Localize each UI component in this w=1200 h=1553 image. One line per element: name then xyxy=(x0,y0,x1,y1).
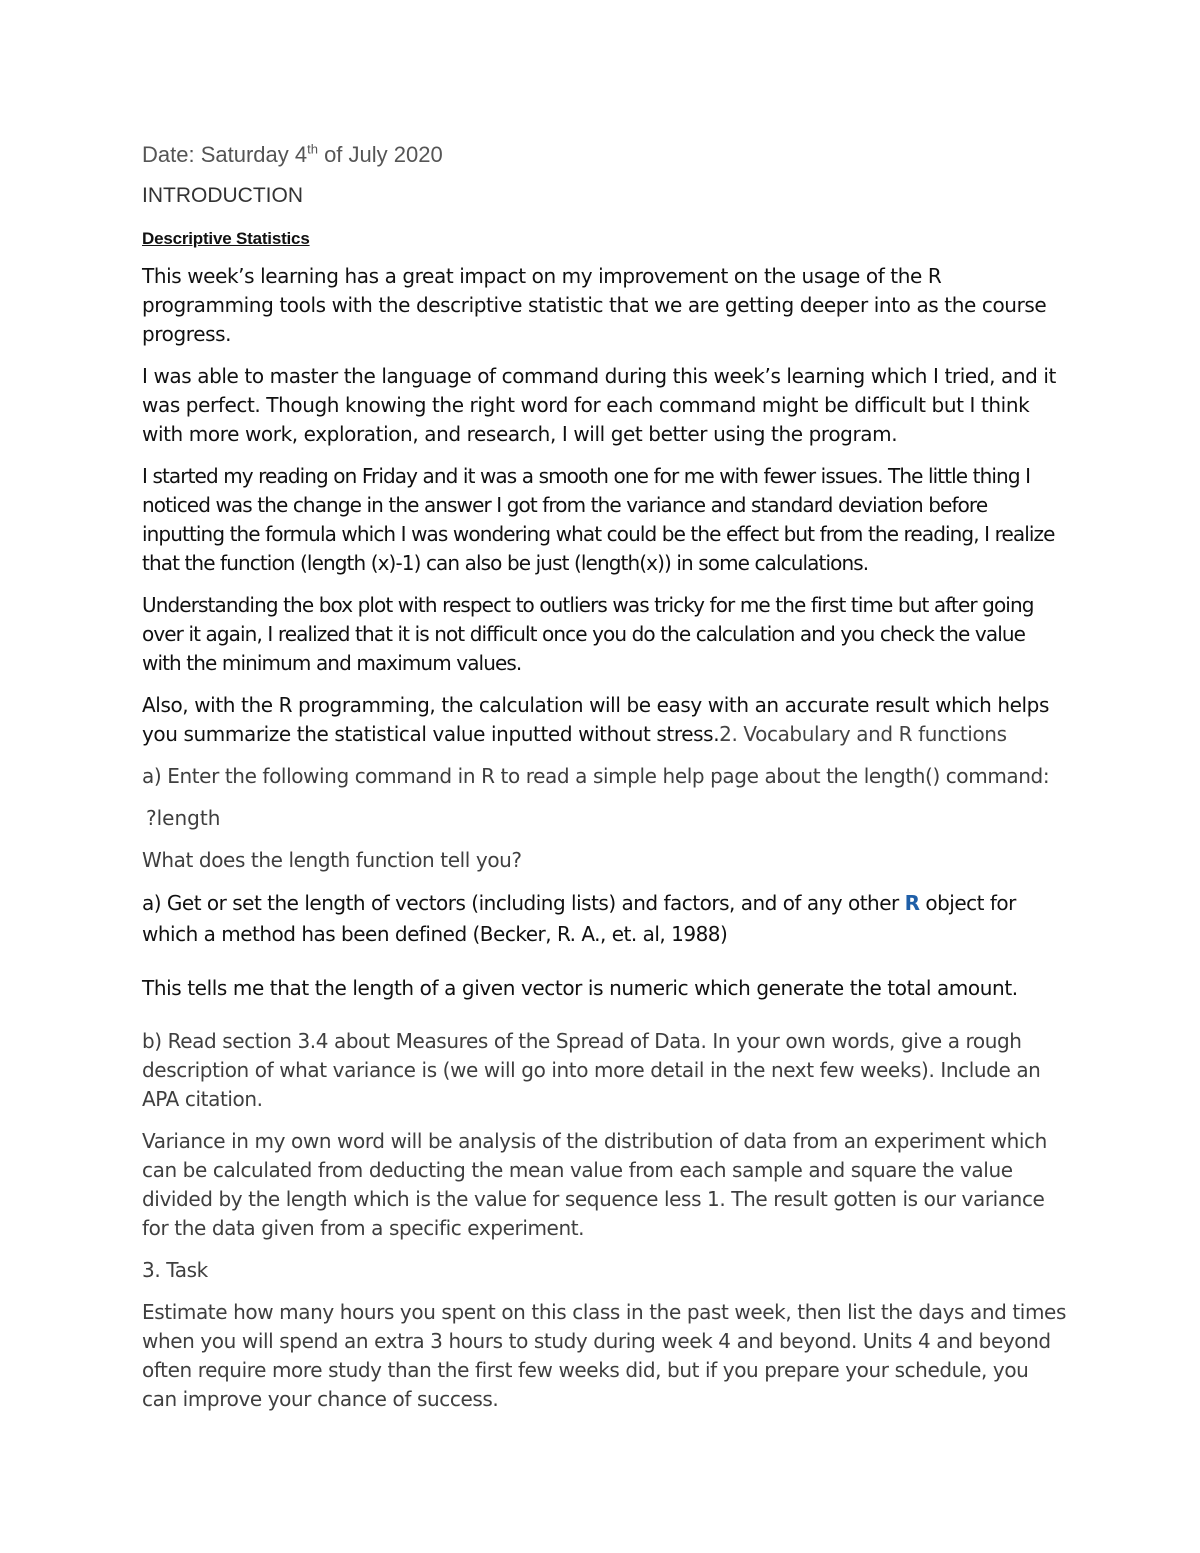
date-prefix: Date: Saturday 4 xyxy=(142,142,308,167)
answer-a xyxy=(142,888,1067,950)
answer-a-note: This tells me that the length of a given vector is numeric which generate the total amount. xyxy=(142,976,1018,1000)
length-command: ?length xyxy=(146,806,221,830)
question-a: a) Enter the following command in R to read a simple help page about the length() command: xyxy=(142,764,1050,788)
answer-a-part1: a) Get or set the length of vectors (including lists) and factors, and of any other xyxy=(142,891,905,915)
answer-a-part2: object for which a method has been defined (Becker, R. A., et. al, 1988) xyxy=(142,891,1016,946)
date-suffix: of July 2020 xyxy=(317,142,443,167)
answer-b: Variance in my own word will be analysis of the distribution of data from an experiment which can be calculated from deducting the mean value from each sample and square the value divided by the length which is the value for sequence less 1. The result gotten is our variance for the data given from a specific experiment. xyxy=(142,1129,1047,1240)
paragraph-r-programming xyxy=(142,691,1067,749)
task-text: Estimate how many hours you spent on this class in the past week, then list the days and times when you will spend an extra 3 hours to study during week 4 and beyond. Units 4 and beyond often require more study than the first few weeks did, but if you prepare your schedule, you can improve your chance of success. xyxy=(142,1300,1066,1411)
paragraph-reading: I started my reading on Friday and it was a smooth one for me with fewer issues. The little thing I noticed was the change in the answer I got from the variance and standard deviation before inputting the formula which I was wondering what could be the effect but from the reading, I realize that the function (length (x)-1) can also be just (length(x)) in some calculations. xyxy=(142,464,1055,575)
introduction-heading: INTRODUCTION xyxy=(142,184,303,207)
date-ordinal: th xyxy=(307,141,318,157)
descriptive-statistics-heading: Descriptive Statistics xyxy=(142,229,310,248)
paragraph-box-plot: Understanding the box plot with respect to outliers was tricky for me the first time but after going over it again, I realized that it is not difficult once you do the calculation and you check the value with the minimum and maximum values. xyxy=(142,593,1034,675)
task-heading: 3. Task xyxy=(142,1258,208,1282)
question-length-function: What does the length function tell you? xyxy=(142,848,522,872)
document-body xyxy=(142,140,1067,1427)
answer-a-r: R xyxy=(904,891,920,915)
paragraph-command-mastery: I was able to master the language of command during this week’s learning which I tried, and it was perfect. Though knowing the right word for each command might be difficult but I think with more work, exploration, and research, I will get better using the program. xyxy=(142,364,1056,446)
vocabulary-heading: 2. Vocabulary and R functions xyxy=(719,722,1007,746)
question-b: b) Read section 3.4 about Measures of the Spread of Data. In your own words, give a rough description of what variance is (we will go into more detail in the next few weeks). Include an APA citation. xyxy=(142,1029,1041,1111)
paragraph-learning-impact: This week’s learning has a great impact on my improvement on the usage of the R programming tools with the descriptive statistic that we are getting deeper into as the course progress. xyxy=(142,264,1047,346)
date-line xyxy=(142,140,1067,170)
r-programming-text: Also, with the R programming, the calculation will be easy with an accurate result which helps you summarize the statistical value inputted without stress. xyxy=(142,693,1049,746)
